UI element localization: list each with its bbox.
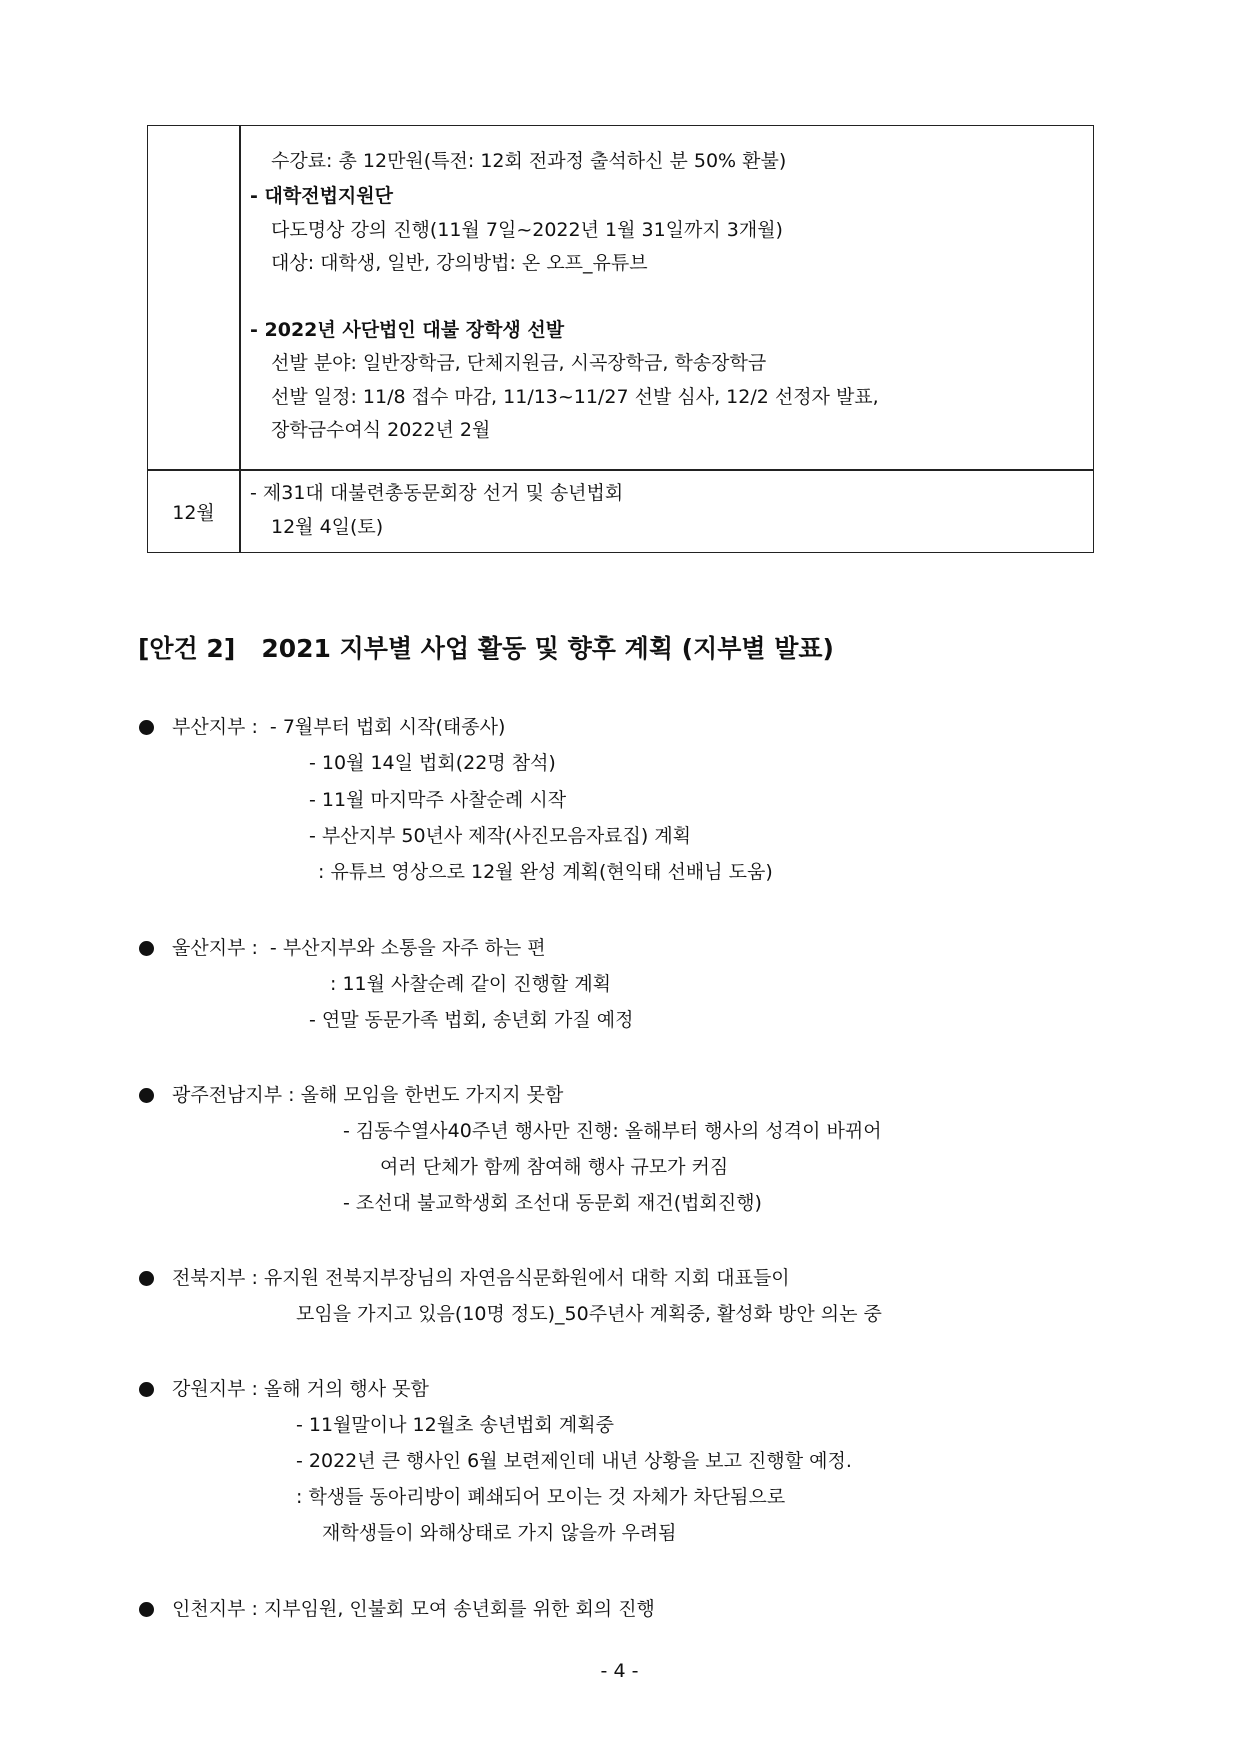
table-subheading: - 대학전법지원단 xyxy=(250,185,393,207)
branch-line: - 11월 마지막주 사찰순례 시작 xyxy=(309,789,567,811)
table-text-line: - 제31대 대불련총동문회장 선거 및 송년법회 xyxy=(250,482,624,504)
branch-line: - 10월 14일 법회(22명 참석) xyxy=(309,752,556,774)
table-month-cell: 12월 xyxy=(172,502,215,524)
branch-line: 전북지부 : 유지원 전북지부장님의 자연음식문화원에서 대학 지회 대표들이 xyxy=(172,1267,790,1289)
bullet-icon xyxy=(139,1602,154,1617)
bullet-icon xyxy=(139,1271,154,1286)
branch-line: 여러 단체가 함께 참여해 행사 규모가 커짐 xyxy=(380,1156,729,1178)
branch-line: - 조선대 불교학생회 조선대 동문회 재건(법회진행) xyxy=(343,1192,762,1214)
branch-line: : 학생들 동아리방이 폐쇄되어 모이는 것 자체가 차단됨으로 xyxy=(296,1486,786,1508)
branch-line: 인천지부 : 지부임원, 인불회 모여 송년회를 위한 회의 진행 xyxy=(172,1598,655,1620)
branch-line: - 김동수열사40주년 행사만 진행: 올해부터 행사의 성격이 바뀌어 xyxy=(343,1120,882,1142)
branch-line: 울산지부 : - 부산지부와 소통을 자주 하는 편 xyxy=(172,937,546,959)
branch-line: 재학생들이 와해상태로 가지 않을까 우려됨 xyxy=(322,1522,677,1544)
branch-line: 강원지부 : 올해 거의 행사 못함 xyxy=(172,1378,429,1400)
table-text-line: 다도명상 강의 진행(11월 7일~2022년 1월 31일까지 3개월) xyxy=(271,219,783,241)
branch-line: 부산지부 : - 7월부터 법회 시작(태종사) xyxy=(172,716,506,738)
branch-line: - 2022년 큰 행사인 6월 보련제인데 내년 상황을 보고 진행할 예정. xyxy=(296,1450,852,1472)
branch-line: : 유튜브 영상으로 12월 완성 계획(현익태 선배님 도움) xyxy=(318,861,773,883)
bullet-icon xyxy=(139,1088,154,1103)
table-text-line: 선발 일정: 11/8 접수 마감, 11/13~11/27 선발 심사, 12/2 선정자 발표, xyxy=(271,386,879,408)
table-text-line: 12월 4일(토) xyxy=(271,516,384,538)
table-text-line: 선발 분야: 일반장학금, 단체지원금, 시곡장학금, 학송장학금 xyxy=(271,352,767,374)
branch-line: 광주전남지부 : 올해 모임을 한번도 가지지 못함 xyxy=(172,1084,564,1106)
branch-line: - 부산지부 50년사 제작(사진모음자료집) 계획 xyxy=(309,825,692,847)
table-text-line: 대상: 대학생, 일반, 강의방법: 온 오프_유튜브 xyxy=(271,252,648,274)
branch-line: 모임을 가지고 있음(10명 정도)_50주년사 계획중, 활성화 방안 의논 중 xyxy=(296,1303,882,1325)
branch-line: : 11월 사찰순례 같이 진행할 계획 xyxy=(330,973,612,995)
table-subheading: - 2022년 사단법인 대불 장학생 선발 xyxy=(250,319,565,341)
branch-line: - 11월말이나 12월초 송년법회 계획중 xyxy=(296,1414,614,1436)
table-text-line: 수강료: 총 12만원(특전: 12회 전과정 출석하신 분 50% 환불) xyxy=(271,150,787,172)
branch-line: - 연말 동문가족 법회, 송년회 가질 예정 xyxy=(309,1009,634,1031)
table-divider-horizontal xyxy=(148,469,1093,471)
bullet-icon xyxy=(139,941,154,956)
bullet-icon xyxy=(139,1382,154,1397)
bullet-icon xyxy=(139,720,154,735)
table-text-line: 장학금수여식 2022년 2월 xyxy=(271,419,491,441)
page-number: - 4 - xyxy=(600,1660,639,1682)
table-divider-vertical xyxy=(239,126,241,552)
agenda-heading: [안건 2] 2021 지부별 사업 활동 및 향후 계획 (지부별 발표) xyxy=(138,634,834,663)
